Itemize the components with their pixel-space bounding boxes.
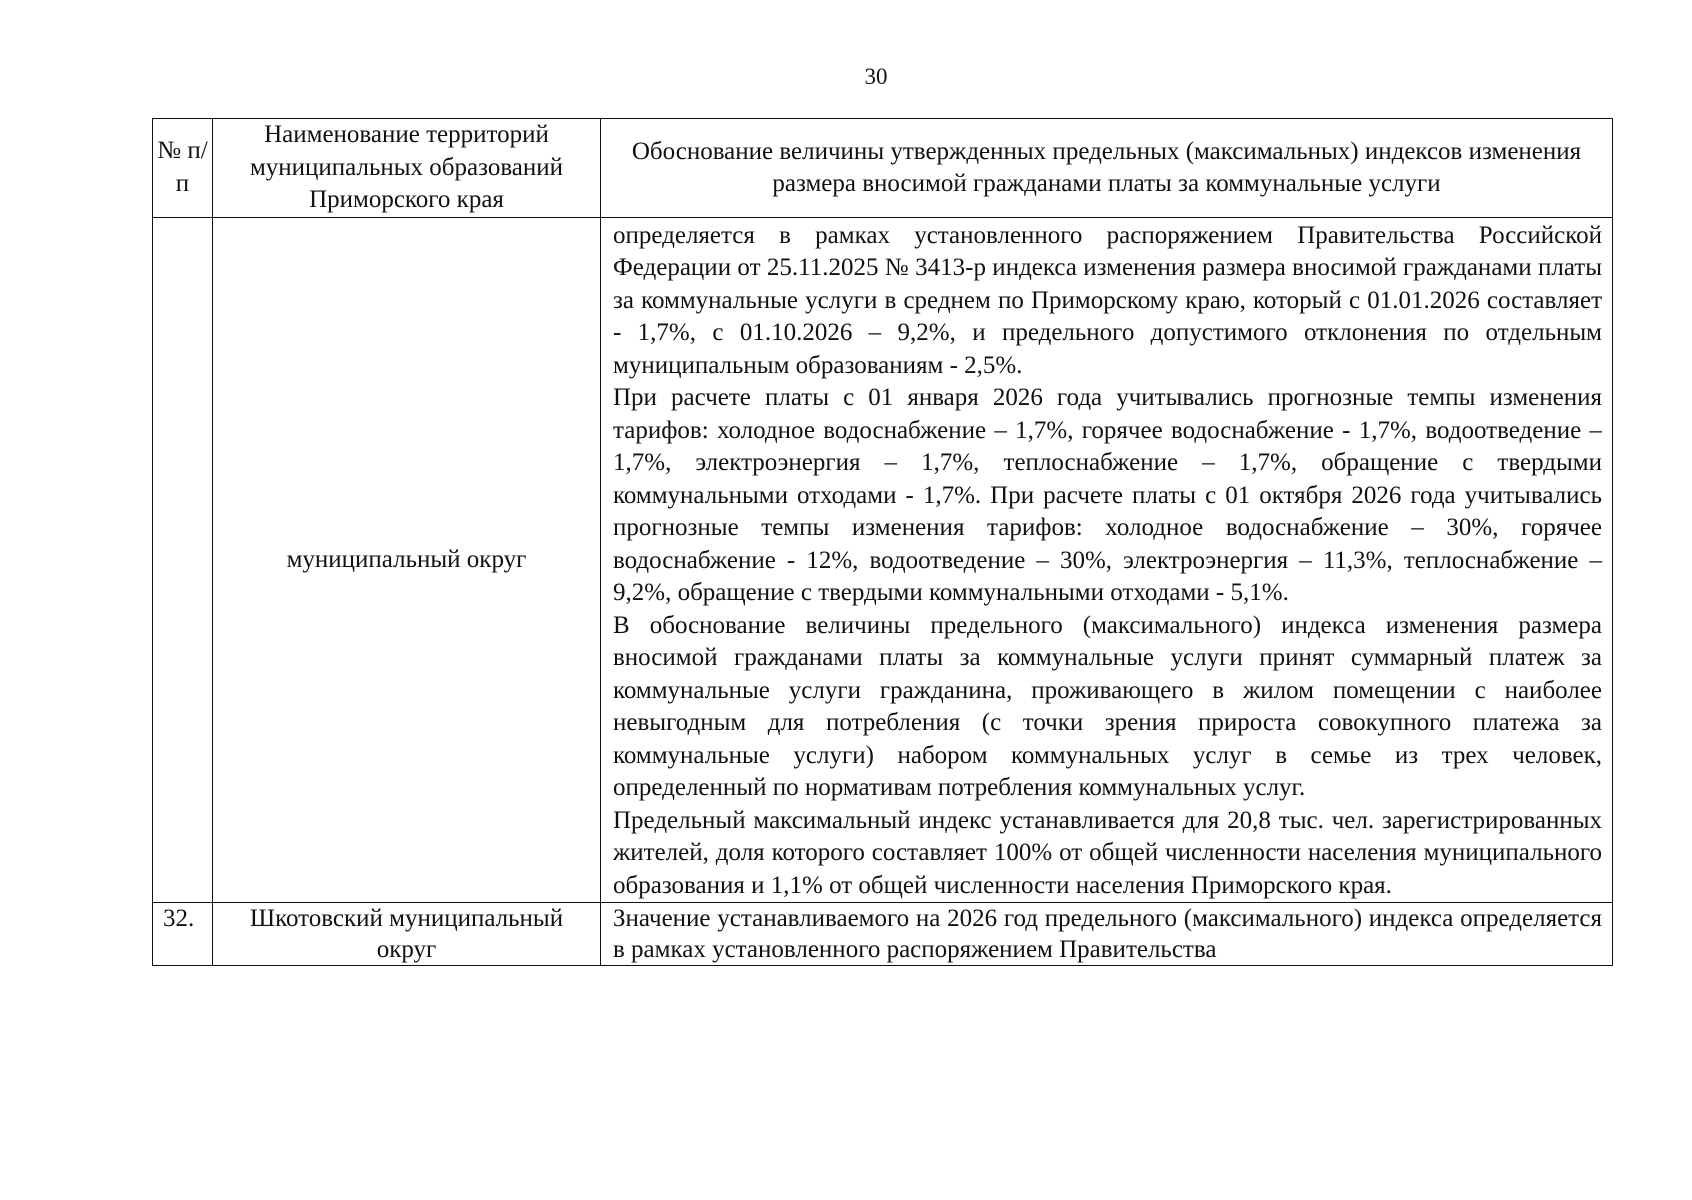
row-territory-name: муниципальный округ bbox=[213, 217, 601, 903]
header-number: № п/п bbox=[153, 119, 213, 218]
row-number bbox=[153, 217, 213, 903]
table-row bbox=[153, 903, 1613, 966]
tariff-index-table bbox=[152, 118, 1613, 966]
row-territory-name: Шкотовский муниципальный округ bbox=[213, 903, 601, 966]
justification-paragraph: определяется в рамках установленного распоряжением Правительства Российской Федерации от 25.11.2025 № 3413-р индекса изменения размера вносимой гражданами платы за коммунальные услуги в среднем по Приморскому краю, который с 01.01.2026 составляет - 1,7%, с 01.10.2026 – 9,2%, и предельного допустимого отклонения по отдельным муниципальным образованиям - 2,5%. bbox=[613, 221, 1602, 379]
table-header-row bbox=[153, 119, 1613, 218]
justification-paragraph: В обоснование величины предельного (максимального) индекса изменения размера вносимой гражданами платы за коммунальные услуги принят суммарный платеж за коммунальные услуги гражданина, проживающего в жилом помещении с наиболее невыгодным для потребления (с точки зрения прироста совокупного платежа за коммунальные услуги) набором коммунальных услуг в семье из трех человек, определенный по нормативам потребления коммунальных услуг. bbox=[613, 611, 1602, 801]
justification-paragraph: Предельный максимальный индекс устанавливается для 20,8 тыс. чел. зарегистрированных жителей, доля которого составляет 100% от общей численности населения муниципального образования и 1,1% от общей численности населения Приморского края. bbox=[613, 806, 1602, 899]
row-justification bbox=[601, 903, 1613, 966]
row-justification bbox=[601, 217, 1613, 903]
header-justification: Обоснование величины утвержденных предельных (максимальных) индексов изменения размера вносимой гражданами платы за коммунальные услуги bbox=[601, 119, 1613, 218]
table-row bbox=[153, 217, 1613, 903]
header-territory-name: Наименование территорий муниципальных образований Приморского края bbox=[213, 119, 601, 218]
row-number: 32. bbox=[153, 903, 213, 966]
page-number: 30 bbox=[864, 64, 888, 89]
justification-paragraph: При расчете платы с 01 января 2026 года учитывались прогнозные темпы изменения тарифов: холодное водоснабжение – 1,7%, горячее водоснабжение - 1,7%, водоотведение – 1,7%, электроэнергия – 1,7%, теплоснабжение – 1,7%, обращение с твердыми коммунальными отходами - 1,7%. При расчете платы с 01 октября 2026 года учитывались прогнозные темпы изменения тарифов: холодное водоснабжение – 30%, горячее водоснабжение - 12%, водоотведение – 30%, электроэнергия – 11,3%, теплоснабжение – 9,2%, обращение с твердыми коммунальными отходами - 5,1%. bbox=[613, 384, 1602, 606]
justification-paragraph: Значение устанавливаемого на 2026 год предельного (максимального) индекса определяется в рамках установленного распоряжением Правительства bbox=[613, 905, 1602, 963]
